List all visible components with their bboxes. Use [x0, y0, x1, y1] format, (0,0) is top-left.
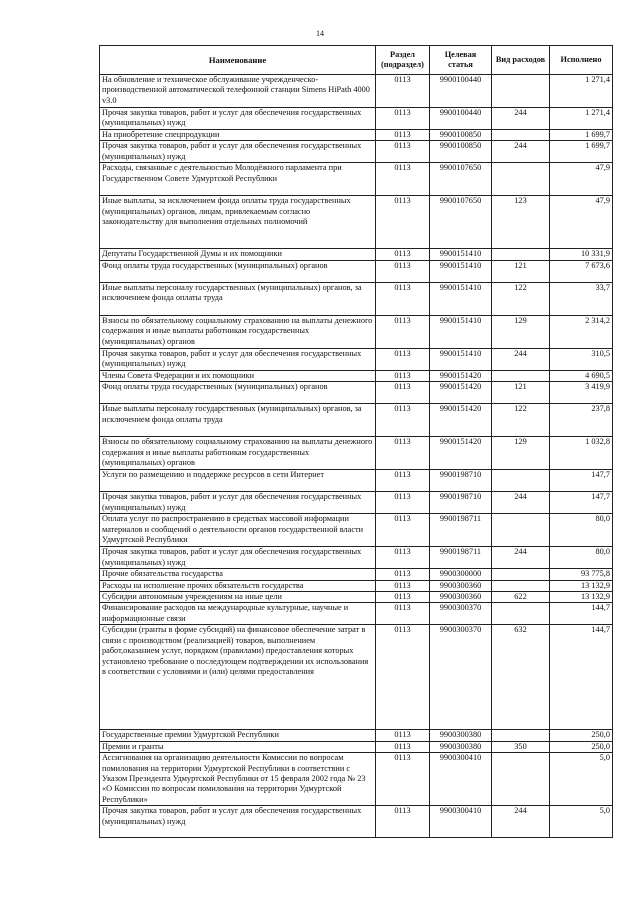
table-row — [100, 492, 613, 514]
header-name: Наименование — [100, 46, 376, 75]
table-row — [100, 547, 613, 569]
table-row — [100, 404, 613, 437]
cell-name: Прочая закупка товаров, работ и услуг для обеспечения государственных (муниципальных) нужд — [100, 547, 376, 569]
cell-type — [492, 730, 550, 741]
cell-section: 0113 — [376, 260, 430, 282]
cell-amount: 33,7 — [550, 282, 613, 315]
cell-section: 0113 — [376, 514, 430, 547]
cell-type — [492, 130, 550, 141]
cell-amount: 144,7 — [550, 603, 613, 625]
cell-name: Иные выплаты, за исключением фонда оплаты труда государственных (муниципальных) органов, лицам, привлекаемым согласно законодательству для выполнения отдельных полномочий — [100, 196, 376, 249]
cell-target: 9900300360 — [430, 580, 492, 591]
cell-target: 9900300380 — [430, 741, 492, 752]
cell-amount: 5,0 — [550, 806, 613, 838]
header-section: Раздел (подраздел) — [376, 46, 430, 75]
cell-type — [492, 753, 550, 806]
cell-name: Взносы по обязательному социальному страхованию на выплаты денежного содержания и иные выплаты работникам государственных (муниципальных) органов — [100, 437, 376, 470]
cell-amount: 3 419,9 — [550, 382, 613, 404]
cell-type — [492, 75, 550, 108]
cell-amount: 93 775,8 — [550, 569, 613, 580]
cell-type: 121 — [492, 260, 550, 282]
table-row — [100, 370, 613, 381]
cell-type: 129 — [492, 437, 550, 470]
cell-name: Прочая закупка товаров, работ и услуг для обеспечения государственных (муниципальных) нужд — [100, 492, 376, 514]
cell-section: 0113 — [376, 625, 430, 730]
cell-target: 9900300380 — [430, 730, 492, 741]
cell-amount: 1 032,8 — [550, 437, 613, 470]
table-row — [100, 163, 613, 196]
cell-section: 0113 — [376, 141, 430, 163]
cell-name: Прочая закупка товаров, работ и услуг для обеспечения государственных (муниципальных) нужд — [100, 141, 376, 163]
cell-name: Иные выплаты персоналу государственных (муниципальных) органов, за исключением фонда оплаты труда — [100, 282, 376, 315]
cell-amount: 2 314,2 — [550, 315, 613, 348]
cell-section: 0113 — [376, 547, 430, 569]
cell-section: 0113 — [376, 382, 430, 404]
cell-section: 0113 — [376, 470, 430, 492]
cell-target: 9900151410 — [430, 348, 492, 370]
cell-type: 244 — [492, 806, 550, 838]
cell-amount: 13 132,9 — [550, 592, 613, 603]
cell-section: 0113 — [376, 806, 430, 838]
cell-name: Ассигнования на организацию деятельности Комиссии по вопросам помилования на территории Удмуртской Республики в соответствии с Указом Президента Удмуртской Республики от 15 февраля 2002 года № 23 «О Комиссии по вопросам помилования на территории Удмуртской Республики» — [100, 753, 376, 806]
table-row — [100, 348, 613, 370]
cell-target: 9900107650 — [430, 163, 492, 196]
cell-name: Расходы, связанные с деятельностью Молодёжного парламента при Государственном Совете Удмуртской Республики — [100, 163, 376, 196]
cell-target: 9900198711 — [430, 547, 492, 569]
table-row — [100, 806, 613, 838]
cell-section: 0113 — [376, 580, 430, 591]
cell-section: 0113 — [376, 730, 430, 741]
table-row — [100, 753, 613, 806]
header-target: Целевая статья — [430, 46, 492, 75]
cell-section: 0113 — [376, 315, 430, 348]
cell-section: 0113 — [376, 753, 430, 806]
cell-target: 9900198711 — [430, 514, 492, 547]
cell-name: Фонд оплаты труда государственных (муниципальных) органов — [100, 260, 376, 282]
cell-amount: 250,0 — [550, 730, 613, 741]
header-executed: Исполнено — [550, 46, 613, 75]
cell-target: 9900300370 — [430, 603, 492, 625]
cell-name: Депутаты Государственной Думы и их помощники — [100, 249, 376, 260]
cell-name: Премии и гранты — [100, 741, 376, 752]
table-row — [100, 603, 613, 625]
cell-type: 632 — [492, 625, 550, 730]
cell-type: 123 — [492, 196, 550, 249]
cell-type: 244 — [492, 348, 550, 370]
table-row — [100, 141, 613, 163]
table-row — [100, 580, 613, 591]
cell-name: На обновление и техническое обслуживание учрежденческо-производственной автоматической телефонной станции Simens HiPath 4000 v3.0 — [100, 75, 376, 108]
cell-target: 9900151410 — [430, 249, 492, 260]
cell-target: 9900300410 — [430, 753, 492, 806]
table-row — [100, 514, 613, 547]
cell-amount: 4 690,5 — [550, 370, 613, 381]
cell-name: Расходы на исполнение прочих обязательств государства — [100, 580, 376, 591]
table-row — [100, 382, 613, 404]
header-type: Вид расходов — [492, 46, 550, 75]
cell-target: 9900151420 — [430, 437, 492, 470]
cell-section: 0113 — [376, 569, 430, 580]
cell-target: 9900151420 — [430, 382, 492, 404]
cell-section: 0113 — [376, 492, 430, 514]
table-row — [100, 260, 613, 282]
cell-name: Иные выплаты персоналу государственных (муниципальных) органов, за исключением фонда оплаты труда — [100, 404, 376, 437]
cell-name: Государственные премии Удмуртской Республики — [100, 730, 376, 741]
cell-amount: 1 271,4 — [550, 108, 613, 130]
cell-type — [492, 249, 550, 260]
table-row — [100, 108, 613, 130]
cell-section: 0113 — [376, 282, 430, 315]
cell-type: 122 — [492, 404, 550, 437]
cell-name: Прочая закупка товаров, работ и услуг для обеспечения государственных (муниципальных) нужд — [100, 348, 376, 370]
cell-name: Финансирование расходов на международные культурные, научные и информационные связи — [100, 603, 376, 625]
cell-amount: 7 673,6 — [550, 260, 613, 282]
cell-type — [492, 603, 550, 625]
cell-section: 0113 — [376, 603, 430, 625]
cell-type — [492, 470, 550, 492]
cell-name: Субсидии (гранты в форме субсидий) на финансовое обеспечение затрат в связи с производством (реализацией) товаров, выполнением работ,оказанием услуг, порядком (правилами) предоставления которых установлено требование о последующем подтверждении их использования в соответствии с условиями и (или) целями предоставления — [100, 625, 376, 730]
cell-name: Оплата услуг по распространению в средствах массовой информации материалов и сообщений о деятельности органов государственной власти Удмуртской Республики — [100, 514, 376, 547]
table-row — [100, 592, 613, 603]
cell-target: 9900100440 — [430, 75, 492, 108]
cell-target: 9900198710 — [430, 470, 492, 492]
cell-type — [492, 370, 550, 381]
cell-section: 0113 — [376, 741, 430, 752]
cell-amount: 250,0 — [550, 741, 613, 752]
cell-section: 0113 — [376, 249, 430, 260]
cell-target: 9900151420 — [430, 404, 492, 437]
cell-type: 244 — [492, 492, 550, 514]
cell-name: Члены Совета Федерации и их помощники — [100, 370, 376, 381]
table-header-row — [100, 46, 613, 75]
cell-amount: 237,8 — [550, 404, 613, 437]
cell-amount: 5,0 — [550, 753, 613, 806]
cell-amount: 47,9 — [550, 196, 613, 249]
cell-target: 9900107650 — [430, 196, 492, 249]
cell-name: Услуги по размещению и поддержке ресурсов в сети Интернет — [100, 470, 376, 492]
table-row — [100, 569, 613, 580]
expenditure-table — [99, 45, 613, 838]
cell-type: 622 — [492, 592, 550, 603]
table-row — [100, 625, 613, 730]
cell-type: 244 — [492, 108, 550, 130]
table-row — [100, 437, 613, 470]
cell-target: 9900151410 — [430, 260, 492, 282]
cell-amount: 144,7 — [550, 625, 613, 730]
cell-amount: 80,0 — [550, 547, 613, 569]
cell-name: Прочая закупка товаров, работ и услуг для обеспечения государственных (муниципальных) нужд — [100, 806, 376, 838]
cell-target: 9900151410 — [430, 315, 492, 348]
page-number: 14 — [316, 29, 324, 38]
cell-type: 122 — [492, 282, 550, 315]
cell-amount: 147,7 — [550, 470, 613, 492]
cell-name: Субсидии автономным учреждениям на иные цели — [100, 592, 376, 603]
cell-type: 129 — [492, 315, 550, 348]
cell-amount: 10 331,9 — [550, 249, 613, 260]
table-row — [100, 249, 613, 260]
cell-target: 9900100440 — [430, 108, 492, 130]
cell-target: 9900300000 — [430, 569, 492, 580]
cell-section: 0113 — [376, 130, 430, 141]
cell-type: 350 — [492, 741, 550, 752]
cell-type — [492, 569, 550, 580]
cell-type: 121 — [492, 382, 550, 404]
cell-target: 9900300370 — [430, 625, 492, 730]
cell-name: Прочая закупка товаров, работ и услуг для обеспечения государственных (муниципальных) нужд — [100, 108, 376, 130]
cell-target: 9900151420 — [430, 370, 492, 381]
cell-target: 9900151410 — [430, 282, 492, 315]
cell-target: 9900100850 — [430, 130, 492, 141]
cell-section: 0113 — [376, 348, 430, 370]
table-row — [100, 730, 613, 741]
cell-section: 0113 — [376, 592, 430, 603]
cell-type — [492, 514, 550, 547]
table-row — [100, 315, 613, 348]
cell-section: 0113 — [376, 75, 430, 108]
cell-section: 0113 — [376, 437, 430, 470]
cell-target: 9900198710 — [430, 492, 492, 514]
cell-amount: 47,9 — [550, 163, 613, 196]
cell-name: На приобретение спецпродукции — [100, 130, 376, 141]
cell-section: 0113 — [376, 370, 430, 381]
table-row — [100, 196, 613, 249]
cell-type: 244 — [492, 547, 550, 569]
cell-type — [492, 163, 550, 196]
cell-amount: 147,7 — [550, 492, 613, 514]
cell-target: 9900300410 — [430, 806, 492, 838]
table-row — [100, 130, 613, 141]
cell-amount: 310,5 — [550, 348, 613, 370]
cell-name: Фонд оплаты труда государственных (муниципальных) органов — [100, 382, 376, 404]
table-row — [100, 470, 613, 492]
cell-section: 0113 — [376, 404, 430, 437]
cell-amount: 13 132,9 — [550, 580, 613, 591]
cell-name: Взносы по обязательному социальному страхованию на выплаты денежного содержания и иные выплаты работникам государственных (муниципальных) органов — [100, 315, 376, 348]
table-row — [100, 741, 613, 752]
cell-section: 0113 — [376, 196, 430, 249]
cell-type: 244 — [492, 141, 550, 163]
cell-target: 9900300360 — [430, 592, 492, 603]
cell-section: 0113 — [376, 108, 430, 130]
cell-type — [492, 580, 550, 591]
cell-amount: 1 271,4 — [550, 75, 613, 108]
cell-amount: 1 699,7 — [550, 141, 613, 163]
table-row — [100, 75, 613, 108]
cell-amount: 80,0 — [550, 514, 613, 547]
table-row — [100, 282, 613, 315]
cell-section: 0113 — [376, 163, 430, 196]
cell-amount: 1 699,7 — [550, 130, 613, 141]
cell-target: 9900100850 — [430, 141, 492, 163]
cell-name: Прочие обязательства государства — [100, 569, 376, 580]
